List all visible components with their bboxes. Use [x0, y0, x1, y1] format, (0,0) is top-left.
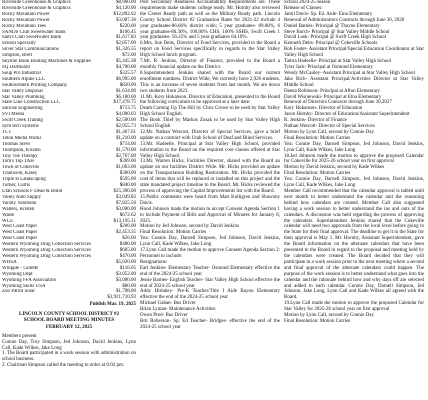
vendor-name: Varsity Yearbook	[2, 200, 37, 206]
minutes-paragraph: Kenneth Deits- Principal @ Cokeville Schools	[284, 41, 378, 47]
minutes-paragraph: 13.Mr. Warren Hicks, Facilities Director, shared with the Board an update on our facilities District Wide. Mr. Hicks provided an update on the Transportation Building Restoration. Mr. Hicks provided the cost of items that will be replaced or installed on this project and the state mandated project timeline to the Board. Mr. Hicks reviewed the process of approving the Capital Improvements list with the Board.	[140, 159, 280, 194]
payment-amount: $6,995.00	[116, 76, 136, 82]
minutes-paragraph: 11.Mr. Kory Hokanson, Director of Education, presented to the Board the following curriculum to be approved at a later date:	[140, 94, 280, 106]
payment-amount: $25,300.00	[113, 189, 136, 194]
payment-amount: $840.00	[119, 183, 136, 189]
payment-amount: $72.00	[122, 53, 136, 59]
vendor-name: Star Valley Disposal	[2, 88, 43, 94]
minutes-paragraph: Nathan Wescott- Director of Special Services	[284, 124, 375, 130]
minutes-paragraph: Yea: Connie Day, Darnell Simpson, Jed Johnson, David Jenkins, Lynn Call, Kade Wilkes, Jake Long	[140, 236, 280, 248]
minutes-paragraph: Michael Gaban- Bus Driver	[140, 301, 196, 307]
minutes-paragraph: Bob Foster- Assistant Principal/Special Education Coordinator at Star Valley High School	[284, 47, 424, 59]
vendor-name: Triple H Landscaping	[2, 177, 46, 183]
payment-amount: $1,063.00	[116, 165, 136, 171]
minutes-body-middle	[140, 0, 280, 331]
vendor-name: Skyline Book Binding Machines & Supplies	[2, 59, 92, 65]
minutes-paragraph: Deena Robinson- Principal at Afton Elementary	[284, 88, 380, 94]
minutes-paragraph: Wendy McCauley- Assistant Principal at Star Valley High School	[284, 70, 415, 76]
vendor-name: Rocky Mountain Tees	[2, 23, 46, 29]
minutes-paragraph: Motion by Lynn Call, second by Connie Day	[284, 313, 374, 319]
payment-amount: $5,020.00	[116, 259, 136, 265]
payment-amount: $4,000.03	[116, 112, 136, 118]
minutes-heading	[2, 312, 136, 331]
vendor-name: West Coast Paper	[2, 230, 38, 236]
minutes-paragraph: Daniel Barnes- Principal @ Thayne Elementary	[284, 23, 380, 29]
vendor-name: Valley Auto Supply	[2, 194, 42, 200]
vendor-name: Swift Creek Trading	[2, 118, 43, 124]
minutes-paragraph: Kory Hokanson- Director of Education	[284, 106, 363, 112]
payment-amount: $820.00	[119, 82, 136, 88]
payment-amount: $1,798.00	[116, 289, 136, 295]
payment-amount: $5,445.38	[116, 59, 136, 65]
vendor-name: Star Valley Plumbing	[2, 94, 45, 100]
vendor-name: Thompson, Kristen	[2, 147, 41, 153]
minutes-paragraph: Earl Jenkins- Elementary Teacher- Osmond Elementary effective the end of the 2024-25 school year	[140, 265, 280, 277]
minutes-paragraph: 12.Mr. Nathan Wescott, Director of Special Services, gave a brief update on a contract with Utah School of Deaf and Blind Services.	[140, 129, 280, 141]
payment-amount: $1,210.00	[116, 135, 136, 141]
vendor-name: Walters, Kristen	[2, 206, 35, 212]
publish-date: Publish Mar. 19, 2025	[89, 302, 136, 308]
minutes-paragraph: Connie Day, Troy Simpson, Jed Johnson, David Jenkins, Lynn Call, Kade Wilkes, Jake Long	[2, 339, 136, 351]
column-middle	[140, 0, 280, 400]
minutes-paragraph: Tyler Jack- Principal at Osmond Elementary	[284, 64, 373, 70]
minutes-paragraph: Resignations:	[140, 259, 168, 265]
vendor-payment-list	[2, 0, 136, 301]
minutes-paragraph: The Book Thief by Markus Zusak to be used by Star Valley High School English	[140, 118, 280, 130]
vendor-name: Tiny Toe Therapy	[2, 153, 38, 159]
payment-amount: $300.00	[119, 171, 136, 177]
payment-amount: $369.00	[119, 159, 136, 165]
minutes-paragraph: Final Resolution: Motion Carries	[284, 135, 351, 141]
vendor-name: SANDS Club Sweetwater Bank	[2, 29, 66, 35]
vendor-name: Southern Alpine LLC	[2, 76, 46, 82]
payment-amount: $3,921,710.93	[107, 295, 136, 301]
heading-line-date: FEBRUARY 12, 2025	[45, 324, 93, 330]
payment-amount: $3,087.36	[116, 17, 136, 23]
vendor-name: Thomas Steve	[2, 141, 31, 147]
payment-amount: $220.00	[119, 23, 136, 29]
vendor-name: WCS	[2, 218, 13, 224]
vendor-name: Utah Schools F Dead & Blind	[2, 189, 63, 194]
minutes-paragraph: Tamra Hadeelle- Principal at Star Valley High School	[284, 59, 392, 65]
payment-amount: $13,195.11	[113, 218, 136, 224]
minutes-paragraph: R. Jenkins- Director of Finance	[284, 118, 347, 124]
ledger-row	[2, 295, 136, 301]
minutes-paragraph: 18.Jed Johnson made the motion to approve the proposed Calendar for Cokeville for 2025-26 school year on first approval	[284, 153, 424, 165]
payment-amount: $206.00	[119, 224, 136, 230]
payment-amount: $470.00	[119, 253, 136, 259]
minutes-paragraph: Jason Hornby- Director of Education/Assistant Superintendent	[284, 112, 410, 118]
vendor-name: Sym tech Systems	[2, 124, 39, 130]
vendor-name: West Coast Paper	[2, 236, 38, 242]
column-right	[284, 0, 424, 400]
minutes-paragraph: Renewal of Directors Contracts through June 30,2027	[284, 100, 392, 106]
payment-amount: $714.00	[119, 141, 136, 147]
payment-amount: $325.57	[119, 70, 136, 76]
heading-line-minutes: SCHOOL BOARD MEETING MINUTES	[23, 318, 115, 324]
minutes-paragraph: School 2024-25 season	[284, 0, 331, 5]
minutes-paragraph: Members present	[2, 333, 37, 339]
minutes-paragraph: Hood Johnson made the motion to accept Consent Agenda Section 1 to include Payment of Bills and Approval of Minutes for January 8, 2025.	[140, 206, 280, 224]
vendor-name: Southwestern Printing Company	[2, 82, 68, 88]
vendor-name: Wyoming FFA Association	[2, 277, 57, 283]
vendor-name: Western Wyoming Drug Collection Services	[2, 242, 91, 248]
minutes-paragraph: Motion by David Jenkins, second by Kade Wilkes	[284, 165, 385, 171]
vendor-name: SVI Media	[2, 112, 25, 118]
payment-amount: $1,634.00	[116, 88, 136, 94]
minutes-paragraph: 15.Public comments were heard from Matt Kulligren and Shawnny Davis.	[140, 194, 280, 206]
minutes-paragraph: 1. The Board participated in a work session with administration on school business.	[2, 351, 136, 363]
column-left	[2, 0, 136, 400]
vendor-name: State Line Construction LLC	[2, 100, 61, 106]
payment-amount: $26.00	[122, 236, 136, 242]
payment-amount: $480.00	[119, 242, 136, 248]
vendor-name: Wyoming Dept	[2, 271, 33, 277]
minutes-intro	[2, 334, 136, 369]
minutes-paragraph: Death Coming Up The Hill by Chris Crowe to be used by Star Valley High School English	[140, 106, 280, 118]
vendor-name: Sam's Club Sweetwater Bank	[2, 35, 62, 41]
minutes-paragraph: David Wisniewski- Principal at Etna Elementary	[284, 94, 382, 100]
payment-amount: $713.75	[119, 106, 136, 112]
minutes-paragraph: Owen Prod- Bus Driver	[140, 313, 188, 319]
payment-amount: $1,570.00	[116, 147, 136, 153]
minutes-paragraph: Brian Lyman- Maintenance Activities	[140, 307, 216, 313]
minutes-paragraph: Release of Classes:	[284, 5, 323, 11]
minutes-paragraph: 6.Mrs. Sue Deits, Director of Food Services, provided to the Board a report on Food Services specifically in regards to the Star Valley High School lunch program.	[140, 41, 280, 59]
payment-amount: $3,049.82	[116, 194, 136, 200]
payment-amount: $1,617.83	[116, 35, 136, 41]
payment-amount: $7,825.56	[116, 200, 136, 206]
vendor-name: Whipple - Gillette	[2, 265, 39, 271]
minutes-paragraph: Post Secondary Readiness Accountability Requirements are. These requirements make students college ready. Mr. Hornby also reviewed the Career Ready path as well as the Military Ready path. Lincoln County School District #2 Graduation Rates for 2021-22 include 4 year graduates-86.66% district wide; 5 year graduates- 89.08%, 6 year graduates-86.30%, 100.00% CHS, 100% SSHS, Swift Creek 1 year graduates- 56.25% and 5 year graduates 64.10%.	[140, 0, 280, 41]
vendor-name: Town of Cokeville	[2, 165, 40, 171]
vendor-name: West Coast Paper	[2, 224, 38, 230]
vendor-name: Teton Media Works	[2, 135, 42, 141]
minutes-paragraph: 8.Superintendent Jenkins shared with the Board our current enrollment numbers. District Wide, We currently have 2,926 students. This is an increase of seven students from last month. We are down two students from 2023.	[140, 70, 280, 94]
payment-amount: $12,802.62	[113, 11, 136, 17]
vendor-name: Trautwein, Kasey	[2, 171, 38, 177]
vendor-name: School Specialty	[2, 41, 36, 47]
payment-amount: $4,700.00	[116, 64, 136, 70]
minutes-paragraph: Renewal of Administrators Contracts through June 30, 2026	[284, 17, 405, 23]
payment-amount: $8,960.00	[116, 0, 136, 5]
minutes-paragraph: Member Call recommended that the calendar approval is tabled until next month to better understand the calendar and the reasoning behind how calendars are created. Member Call also suggested having a work session to better understand the ins and outs of the calendars. A discussion was held regarding the process of approving the calendars. Superintendent Jenkins shared that the Cokeville calendar will need two approvals from the local level before going to the State for their final approval. The deadline to get it to the State for their approval is May 1. Mr. Hornby, Assistant Superintendent, gave the Board information on the alternate calendars that have been presented to the Board in regard to the proposal and meeting held by the calendars were created. The Board decided that they will participate in a work session prior to the next meeting where a second and final approval of the alternate calendars could happen. The purpose of the work session is to better understand what goes into the calendar and the rationale behind how and why days off are selected and added to each calendar. Connie Day, Darnell Simpson, Jed Johnson, Jake Long, Lynn Call and Kade Wilkes all agreed with the Board.	[284, 189, 424, 301]
vendor-name: Soup Pro Industrial	[2, 70, 41, 76]
vendor-name: Riverside Greenhouse & Graphics	[2, 5, 71, 11]
payment-amount: $3,052.00	[116, 271, 136, 277]
payment-amount: $1,467.61	[116, 129, 136, 135]
minutes-paragraph: David Lusk- Principal @ Swift Creek High School	[284, 35, 386, 41]
payment-amount: $2,955.73	[116, 124, 136, 130]
vendor-name: Turner, Curtis	[2, 183, 30, 189]
payment-amount: $3,000.00	[116, 206, 136, 212]
payment-amount: $1,326.55	[116, 47, 136, 53]
minutes-paragraph: Final Resolution: Motion Carries	[140, 230, 207, 236]
vendor-name: Simpson, Brett	[2, 53, 33, 59]
vendor-name: Wyoming Skills USA	[2, 283, 46, 289]
vendor-name: TCT	[2, 129, 12, 135]
minutes-paragraph: Brit Roberson- Sp. Ed Teacher- Bridges- effective the end of the 2024-25 school year	[140, 318, 280, 330]
minutes-paragraph: Final Resolution: Motion Carries	[284, 318, 351, 324]
vendor-name: Sunrise Engineering	[2, 106, 43, 112]
minutes-paragraph: 2. Chairman Simpson called the meeting to order at 6:02 pm.	[2, 363, 125, 369]
payment-amount: $4,120.00	[116, 5, 136, 11]
payment-amount: $3,000.00	[116, 277, 136, 283]
payment-amount: $2,767.00	[116, 153, 136, 159]
vendor-name: Tom's Top TAH	[2, 159, 34, 165]
payment-amount: $106.45	[119, 29, 136, 35]
minutes-paragraph: Motion by Jed Johnson, second by David Jenkins	[140, 224, 239, 230]
payment-amount: $80.00	[122, 283, 136, 289]
payment-amount: $672.62	[119, 212, 136, 218]
vendor-name: Silver Star Communications	[2, 47, 59, 53]
minutes-paragraph: 13.Mr. Hadeelle, Principal at Star Valley High School, provided information to the Board on the required core classes offered at Star Valley High School.	[140, 141, 280, 159]
heading-line-district: LINCOLN COUNTY SCHOOL DISTRICT #2	[18, 312, 120, 318]
minutes-paragraph: Jamil Davis- Sp. Ed. Aide- Etna Elementary	[284, 11, 373, 17]
vendor-name: Waste	[2, 212, 15, 218]
payment-amount: $6,180.60	[116, 94, 136, 100]
vendor-name: WHSA	[2, 259, 17, 265]
minutes-paragraph: 19.Lynn Call made the motion to approve the proposed Calendar for Star Valley for 2025-26 school year on first approval	[284, 301, 424, 313]
vendor-name: SQ Dartboard	[2, 64, 30, 70]
minutes-paragraph: Final Resolution: Motion Carries	[284, 171, 351, 177]
vendor-name: Riverside Greenhouse & Graphics	[2, 0, 71, 5]
payment-amount: $2,857.00	[116, 41, 136, 47]
minutes-paragraph: Addy Hirlahey- Pre-K Teacher/Title I Aide Bayou Elementary effective the end of the 2024-25 school year	[140, 289, 280, 301]
payment-amount: $605.00	[119, 248, 136, 254]
minutes-paragraph: 17.Lynn Call made the motion to approve Consent Agenda Section 2: Personnel to include:	[140, 248, 280, 259]
minutes-body-right	[284, 0, 424, 325]
payment-amount: $17,478.75	[113, 100, 136, 106]
payment-amount: $2,453.35	[116, 230, 136, 236]
vendor-name: Rocky Mountain Power	[2, 11, 50, 17]
payment-amount: $595.00	[119, 177, 136, 183]
vendor-name: Zoo Patrol Solar	[2, 289, 36, 295]
minutes-paragraph: 7.Mr. R. Jenkins, Director of Finance, provided to the Board a monthly financial update on the District.	[140, 59, 280, 70]
vendor-name: Western Wyoming Drug Collection Services	[2, 253, 91, 259]
minutes-paragraph: Motion by Lynn Call, second by Connie Day	[284, 129, 374, 135]
minutes-paragraph: Yea: Connie Day, Darnell Simpson, Jed Johnson, David Jenkins, Lynn Call, Kade Wilkes, Jake Long	[284, 177, 424, 189]
payment-amount: $116.05	[119, 265, 136, 271]
minutes-paragraph: Yea: Connie Day, Darnell Simpson, Jed Johnson, David Jenkins, Lynn Call, Kade Wilkes, Jake Long	[284, 141, 424, 153]
minutes-paragraph: Steve Burch- Principal @ Star Valley Middle School	[284, 29, 390, 35]
payment-amount: $2,500.00	[116, 118, 136, 124]
vendor-name: Western Wyoming Drug Collection Services	[2, 248, 91, 254]
minutes-paragraph: Jessie Barnes- English Teacher- Star Valley High School effective the end of 2024-25 school year	[140, 277, 280, 289]
vendor-name: Rocky Mountain Power	[2, 17, 50, 23]
minutes-paragraph: Jake Rich- Assistant Principal/Activities Director at Star Valley Middle School	[284, 76, 424, 88]
